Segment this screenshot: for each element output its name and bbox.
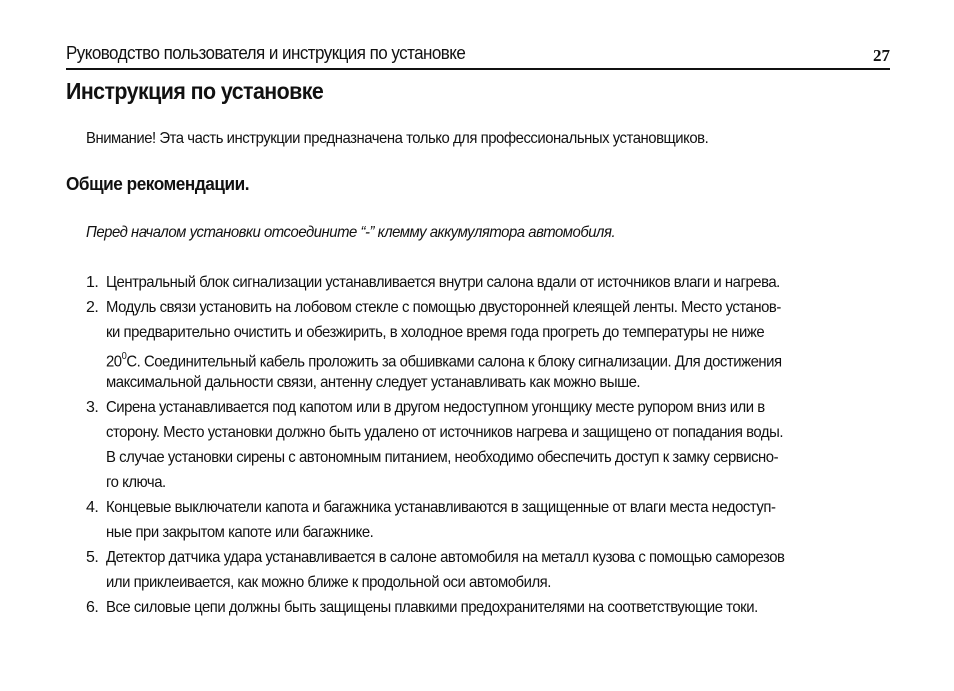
list-item	[86, 595, 890, 620]
section-title: Инструкция по установке	[66, 78, 324, 104]
item-line: Сирена устанавливается под капотом или в другом недоступном угонщику месте рупором вниз или в	[106, 399, 765, 416]
item-line: ки предварительно очистить и обезжирить, в холодное время года прогреть до температуры не ниже	[106, 324, 765, 341]
instruction-list	[86, 270, 890, 620]
item-line: Модуль связи установить на лобовом стекле с помощью двусторонней клеящей ленты. Место установ-	[106, 299, 781, 316]
header-title: Руководство пользователя и инструкция по установке	[66, 42, 466, 63]
degree-mark: 0	[121, 351, 127, 362]
list-item	[86, 495, 890, 545]
list-item	[86, 545, 890, 595]
item-line-rest: Соединительный кабель проложить за обшивками салона к блоку сигнализации. Для достижения	[143, 353, 782, 371]
item-line: Все силовые цепи должны быть защищены плавкими предохранителями на соответствующие токи.	[106, 599, 758, 616]
item-line: ные при закрытом капоте или багажнике.	[106, 524, 374, 541]
item-number: 5.	[86, 549, 99, 566]
list-item	[86, 395, 890, 495]
item-line: Центральный блок сигнализации устанавливается внутри салона вдали от источников влаги и нагрева.	[106, 274, 780, 291]
item-number: 4.	[86, 499, 99, 516]
item-number: 6.	[86, 599, 99, 616]
temperature-value: 20	[106, 353, 122, 371]
item-line: Концевые выключатели капота и багажника устанавливаются в защищенные от влаги места недоступ-	[106, 499, 776, 516]
subsection-title: Общие рекомендации.	[66, 173, 250, 194]
list-item	[86, 295, 890, 395]
item-line-temperature	[106, 345, 835, 370]
item-line: В случае установки сирены с автономным питанием, необходимо обеспечить доступ к замку сервисно-	[106, 449, 779, 466]
item-number: 2.	[86, 299, 99, 316]
item-number: 1.	[86, 274, 99, 291]
item-line: максимальной дальности связи, антенну следует устанавливать как можно выше.	[106, 374, 641, 391]
notice-text: Внимание! Эта часть инструкции предназначена только для профессиональных установщиков.	[86, 130, 709, 147]
item-number: 3.	[86, 399, 99, 416]
warning-text: Перед началом установки отсоедините “-” клемму аккумулятора автомобиля.	[86, 224, 616, 241]
temperature-unit: С.	[126, 353, 141, 371]
item-line: или приклеивается, как можно ближе к продольной оси автомобиля.	[106, 574, 551, 591]
page-number: 27	[873, 46, 890, 65]
page-header	[66, 40, 890, 70]
item-line: сторону. Место установки должно быть удалено от источников нагрева и защищено от попадания воды.	[106, 424, 783, 441]
list-item	[86, 270, 890, 295]
item-line: го ключа.	[106, 474, 166, 491]
item-line: Детектор датчика удара устанавливается в салоне автомобиля на металл кузова с помощью саморезов	[106, 549, 785, 566]
